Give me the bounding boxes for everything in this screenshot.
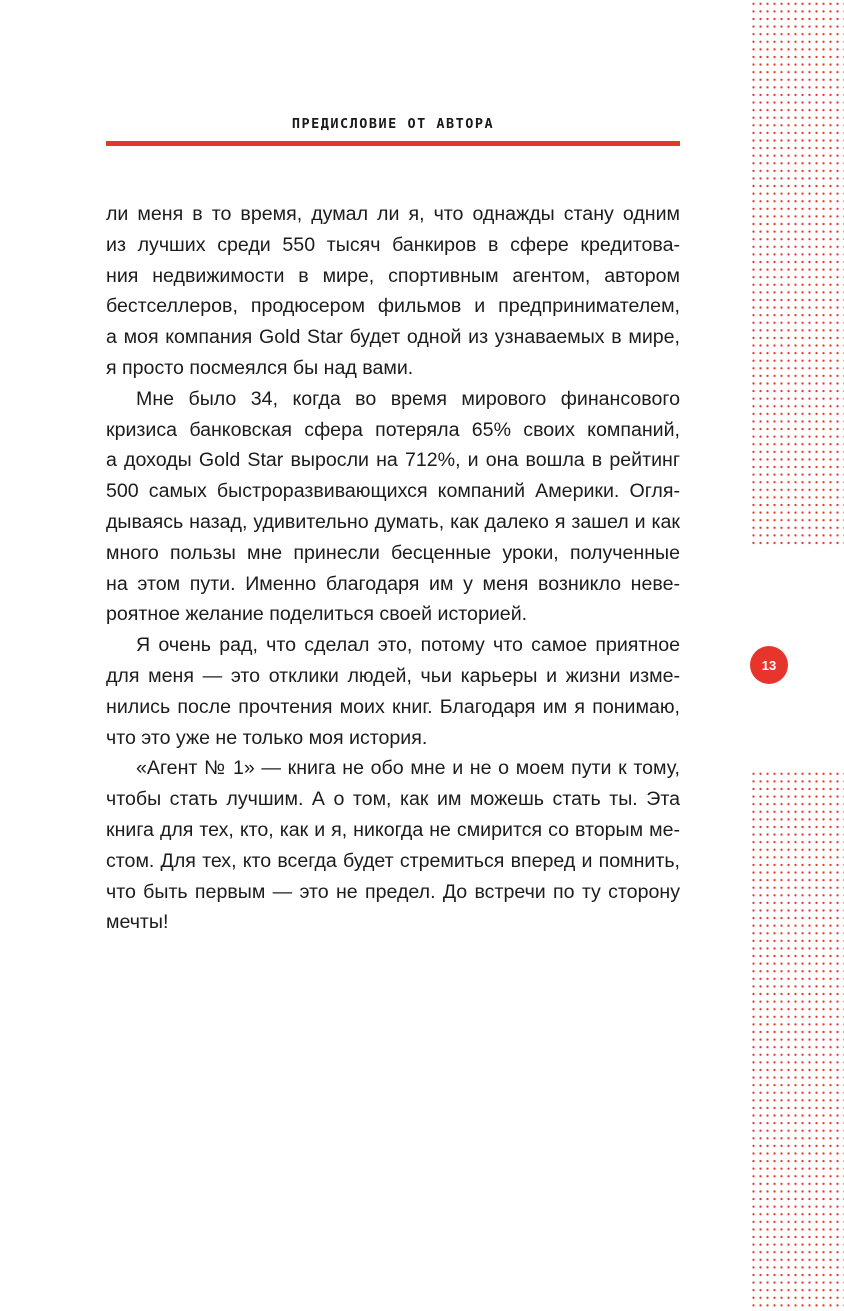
text-line: кризиса банковская сфера потеряла 65% своих компаний, <box>106 418 680 441</box>
text-line: я просто посмеялся бы над вами. <box>106 356 414 379</box>
text-line: Мне было 34, когда во время мирового финансового <box>136 387 680 410</box>
text-line: что это уже не только моя история. <box>106 726 428 749</box>
text-line: мечты! <box>106 911 169 934</box>
text-line: дываясь назад, удивительно думать, как далеко я зашел и как <box>106 510 680 533</box>
paragraph <box>106 384 680 630</box>
text-line: чтобы стать лучшим. А о том, как им можешь стать ты. Эта <box>106 788 680 811</box>
text-line: ния недвижимости в мире, спортивным агентом, автором <box>106 264 680 287</box>
text-line: нились после прочтения моих книг. Благодаря им я понимаю, <box>106 695 680 718</box>
paragraph <box>106 630 680 753</box>
text-line: что быть первым — это не предел. До встречи по ту сторону <box>106 880 680 903</box>
text-line: книга для тех, кто, как и я, никогда не смирится со вторым ме- <box>106 818 680 841</box>
text-line: Я очень рад, что сделал это, потому что самое приятное <box>136 634 680 657</box>
decorative-dot-pattern-top <box>750 0 844 549</box>
text-line: «Агент № 1» — книга не обо мне и не о моем пути к тому, <box>136 757 680 780</box>
text-line: а моя компания Gold Star будет одной из узнаваемых в мире, <box>106 326 680 349</box>
running-header-title: ПРЕДИСЛОВИЕ ОТ АВТОРА <box>291 116 495 132</box>
text-line: ли меня в то время, думал ли я, что однажды стану одним <box>106 203 680 225</box>
text-line: а доходы Gold Star выросли на 712%, и она вошла в рейтинг <box>106 449 680 472</box>
text-line: из лучших среди 550 тысяч банкиров в сфере кредитова- <box>106 233 680 256</box>
header-rule <box>106 141 680 146</box>
text-line: на этом пути. Именно благодаря им у меня возникло неве- <box>106 572 680 595</box>
page-number-badge: 13 <box>750 646 788 684</box>
text-line: много пользы мне принесли бесценные уроки, полученные <box>106 541 680 564</box>
paragraph <box>106 753 680 938</box>
decorative-dot-pattern-bottom <box>750 770 844 1311</box>
text-line: бестселлеров, продюсером фильмов и предпринимателем, <box>106 295 680 318</box>
text-line: стом. Для тех, кто всегда будет стремиться вперед и помнить, <box>106 849 680 872</box>
paragraph <box>106 199 680 384</box>
body-text <box>106 199 680 938</box>
text-line: для меня — это отклики людей, чьи карьеры и жизни изме- <box>106 664 680 687</box>
text-line: 500 самых быстроразвивающихся компаний Америки. Огля- <box>106 480 680 503</box>
text-line: роятное желание поделиться своей историей. <box>106 603 528 626</box>
